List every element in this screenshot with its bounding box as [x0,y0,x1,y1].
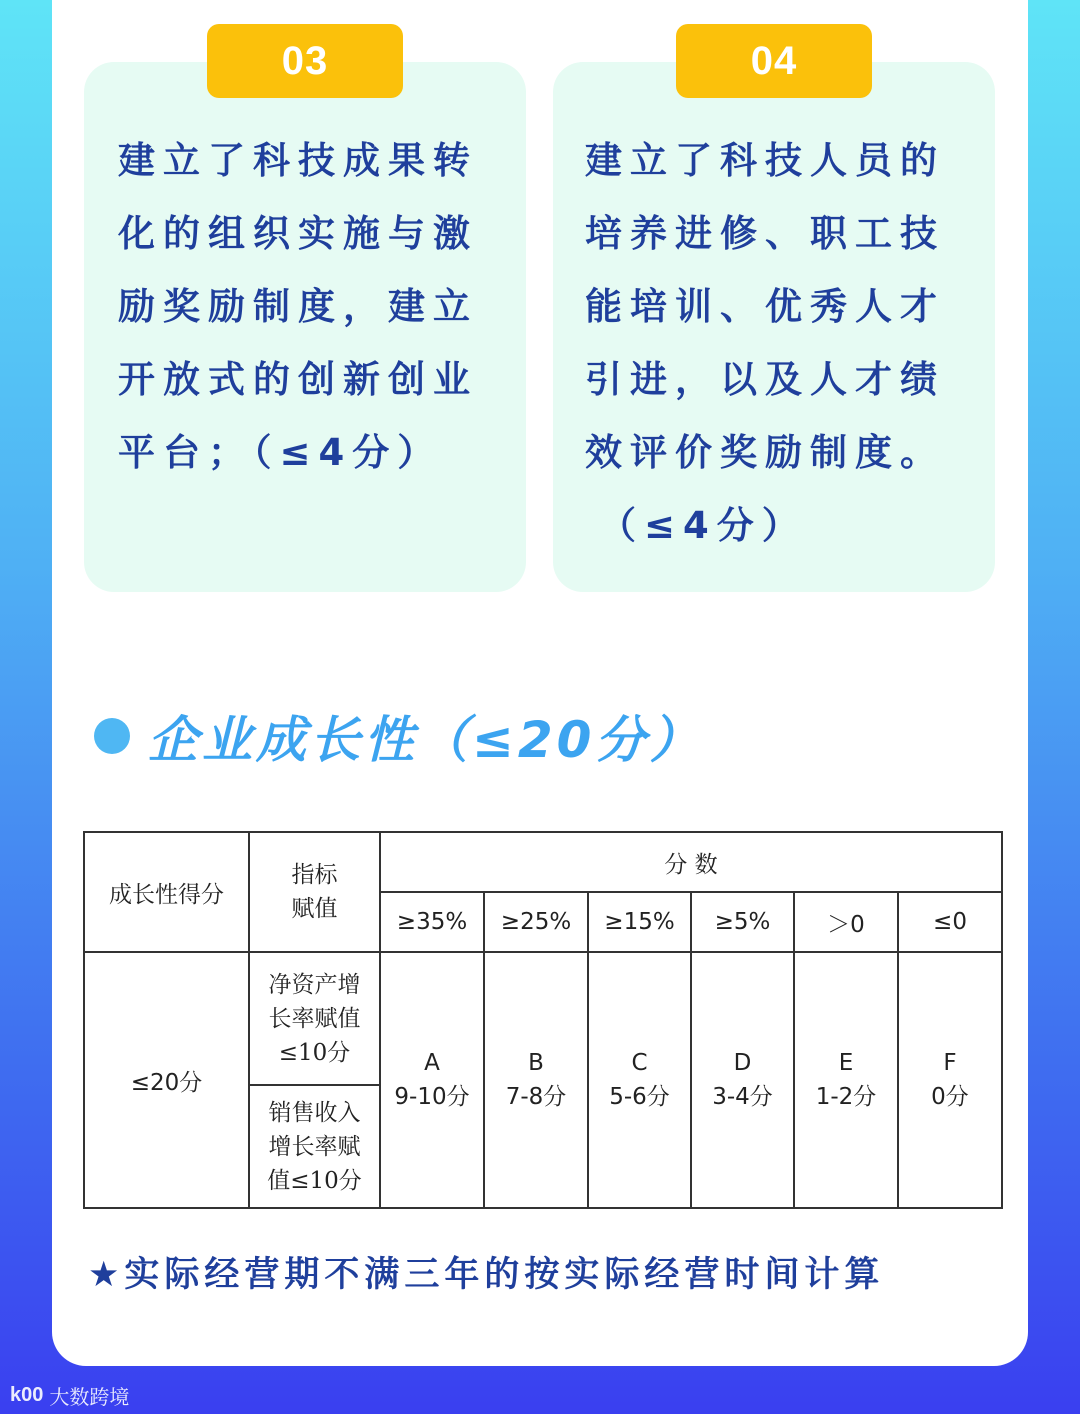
grade-cell [794,952,898,1208]
brand-logo-icon: k00 [10,1383,44,1406]
card-text-line: 平台；（≤4分） [118,431,443,474]
grade-letter: C [631,1050,648,1076]
header-indicator [249,832,380,952]
card-text [585,124,975,562]
card-text-line: 励奖励制度，建立 [118,285,478,328]
card-text [118,124,508,489]
section-heading [94,700,703,772]
threshold-cell: ＞0 [794,892,898,952]
indicator-line: 销售收入 [268,1099,361,1126]
footnote: ★实际经营期不满三年的按实际经营时间计算 [88,1255,885,1295]
grade-letter: F [943,1050,957,1076]
grade-cell [691,952,794,1208]
threshold-cell: ≥5% [691,892,794,952]
indicator-line: 净资产增 [268,971,361,998]
indicator-line: 值≤10分 [267,1167,362,1194]
threshold-cell: ≤0 [898,892,1002,952]
grade-letter: A [424,1050,440,1076]
card-text-line: 开放式的创新创业 [118,358,478,401]
section-title: 企业成长性（≤20分） [148,711,704,769]
card-text-line: 建立了科技成果转 [118,139,478,182]
brand-name: 大数跨境 [49,1384,130,1409]
indicator-net-assets [249,952,380,1085]
grade-cell [898,952,1002,1208]
watermark-brand [10,1378,129,1412]
grade-cell [588,952,691,1208]
indicator-sales-revenue [249,1085,380,1208]
indicator-line: ≤10分 [278,1039,351,1066]
card-text-line: 建立了科技人员的 [585,139,945,182]
header-score-group: 分 数 [380,832,1002,892]
total-score-cell: ≤20分 [84,952,249,1208]
grade-cell [380,952,484,1208]
header-indicator-line: 赋值 [291,896,338,922]
card-text-line: 引进，以及人才绩 [585,358,945,401]
grade-score: 7-8分 [505,1084,567,1110]
threshold-cell: ≥25% [484,892,588,952]
growth-score-table [83,831,1003,1209]
card-text-line: 能培训、优秀人才 [585,285,945,328]
grade-score: 3-4分 [712,1084,773,1110]
card-text-line: （≤4分） [599,504,807,547]
threshold-cell: ≥15% [588,892,691,952]
card-text-line: 培养进修、职工技 [585,212,945,255]
grade-score: 9-10分 [394,1084,470,1110]
card-number-badge: 04 [676,24,872,98]
bullet-dot-icon [94,718,130,754]
grade-letter: D [733,1050,752,1076]
grade-letter: E [838,1050,854,1076]
indicator-line: 长率赋值 [268,1005,361,1032]
header-growth-score: 成长性得分 [84,832,249,952]
grade-score: 1-2分 [815,1084,877,1110]
header-indicator-line: 指标 [291,862,338,888]
grade-letter: B [528,1050,544,1076]
grade-score: 0分 [931,1084,969,1110]
card-text-line: 效评价奖励制度。 [585,431,945,474]
indicator-line: 增长率赋 [268,1133,361,1160]
card-number-badge: 03 [207,24,403,98]
grade-score: 5-6分 [609,1084,670,1110]
card-text-line: 化的组织实施与激 [118,212,478,255]
threshold-cell: ≥35% [380,892,484,952]
grade-cell [484,952,588,1208]
